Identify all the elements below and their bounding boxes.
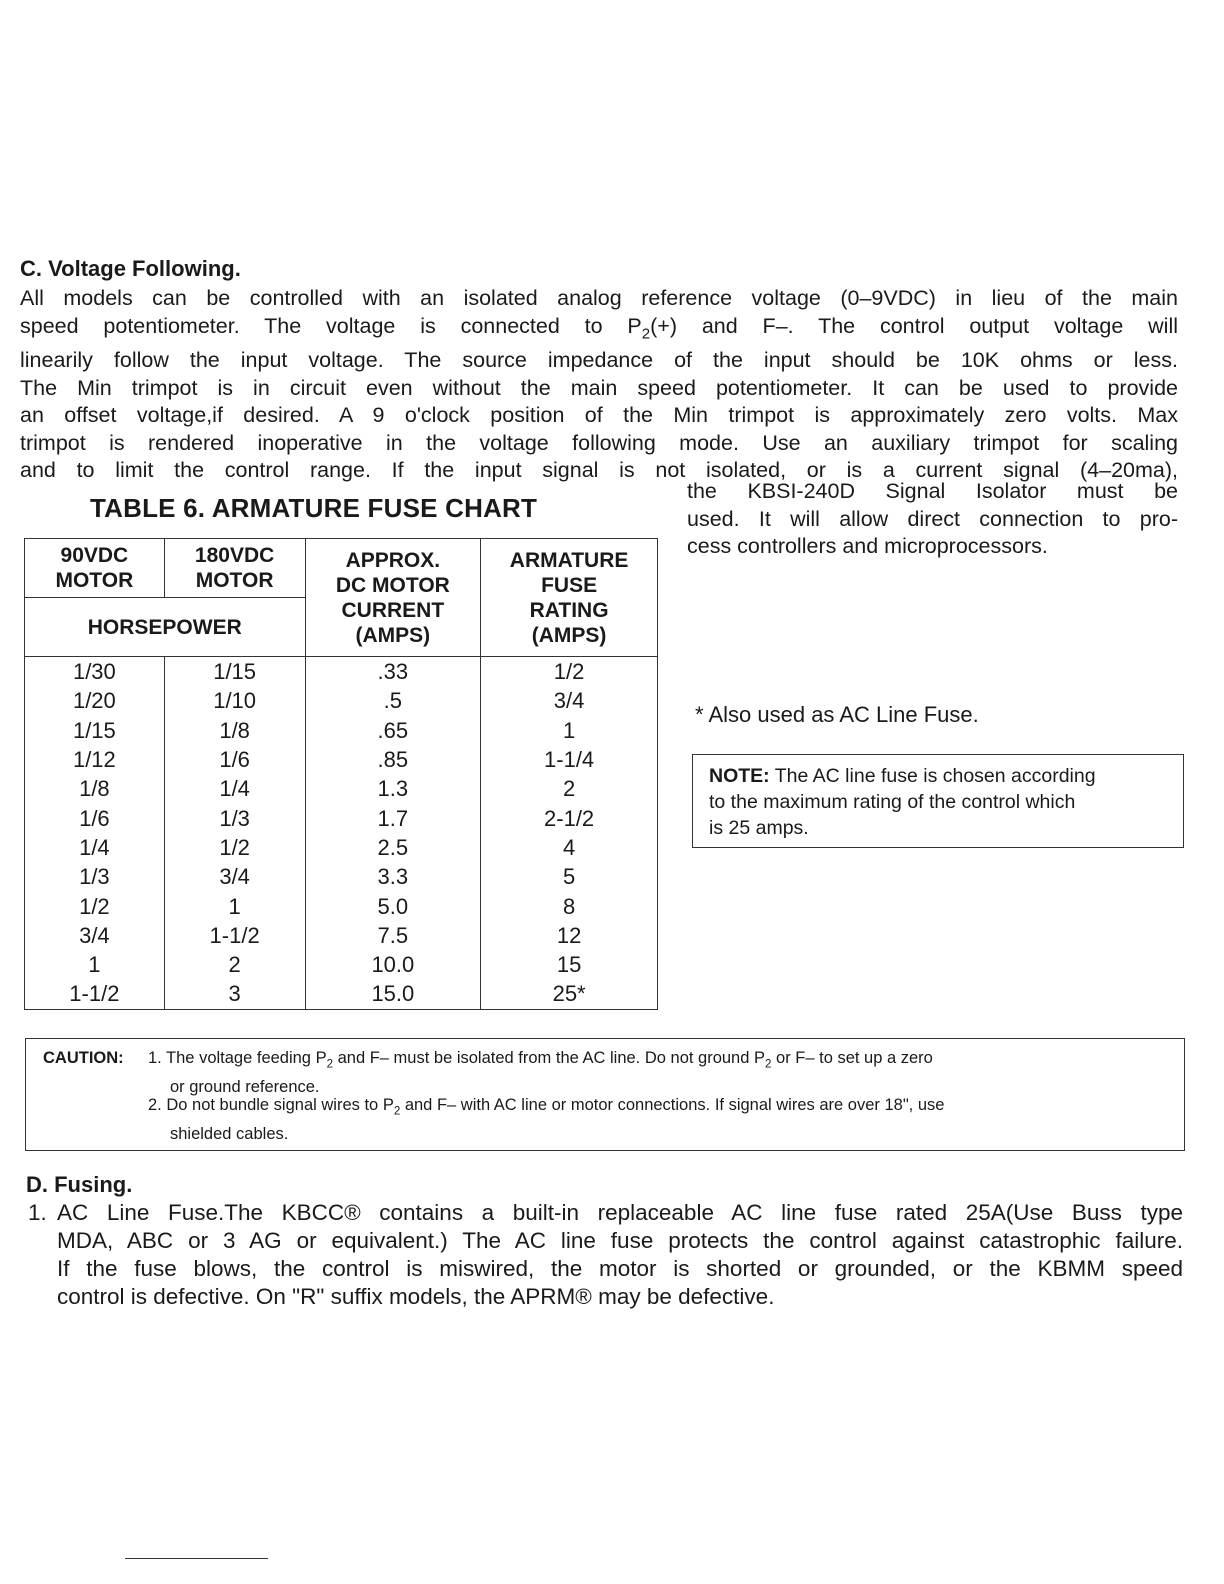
note-line [709, 763, 1167, 789]
table-cell: 5 [481, 862, 658, 891]
table-cell: 1-1/2 [164, 921, 305, 950]
table-cell: .5 [305, 686, 481, 715]
paragraph-line: an offset voltage,if desired. A 9 o'clock position of the Min trimpot is approximately zero volts. Max [20, 403, 1178, 428]
note-line: is 25 amps. [709, 817, 809, 839]
table-cell: 5.0 [305, 891, 481, 920]
table-cell: 2.5 [305, 833, 481, 862]
header-180vdc-motor: 180VDC MOTOR [164, 539, 305, 598]
list-number: 1. [28, 1200, 47, 1225]
section-c-paragraph [20, 285, 1178, 485]
table-cell: 3/4 [164, 862, 305, 891]
note-line: to the maximum rating of the control which [709, 791, 1076, 813]
note-text: The AC line fuse is chosen according [769, 765, 1096, 787]
paragraph-line: MDA, ABC or 3 AG or equivalent.) The AC line fuse protects the control against catastrophic failure. [57, 1228, 1183, 1253]
caution-line: or ground reference. [170, 1078, 320, 1097]
table-cell: 1/6 [164, 745, 305, 774]
caution-line: 2. Do not bundle signal wires to $P_2$ and F– with AC line or motor connections. If signal wires are over 18", use [148, 1096, 945, 1118]
table-row [25, 950, 658, 979]
paragraph-line: cess controllers and microprocessors. [687, 534, 1048, 558]
caution-line: 1. The voltage feeding $P_2$ and F– must be isolated from the AC line. Do not ground $P_2$ or F– to set up a zero [148, 1049, 933, 1071]
caution-box [25, 1038, 1185, 1151]
table-cell: 7.5 [305, 921, 481, 950]
table-cell: 2 [481, 774, 658, 803]
table-title: TABLE 6. ARMATURE FUSE CHART [90, 493, 538, 523]
note-box [692, 754, 1184, 848]
table-row [25, 657, 658, 687]
table-cell: 1/30 [25, 657, 165, 687]
table-cell: 1/3 [164, 803, 305, 832]
table-cell: 1/15 [25, 716, 165, 745]
header-approx-current: APPROX. DC MOTOR CURRENT (AMPS) [305, 539, 481, 657]
table-cell: 1/2 [164, 833, 305, 862]
table-cell: 1 [164, 891, 305, 920]
table-cell: 3 [164, 979, 305, 1009]
table-row [25, 803, 658, 832]
paragraph-line: the KBSI-240D Signal Isolator must be [687, 479, 1178, 503]
table-cell: 1/2 [25, 891, 165, 920]
paragraph-line: and to limit the control range. If the input signal is not isolated, or is a current signal (4–20ma), [20, 458, 1178, 483]
header-fuse-rating: ARMATURE FUSE RATING (AMPS) [481, 539, 658, 657]
table-cell: 15.0 [305, 979, 481, 1009]
table-row [25, 921, 658, 950]
table-cell: 1/4 [164, 774, 305, 803]
table-cell: 8 [481, 891, 658, 920]
table-body [25, 657, 658, 1010]
section-c-heading: C. Voltage Following. [20, 256, 241, 281]
table-cell: 1.3 [305, 774, 481, 803]
header-horsepower: HORSEPOWER [25, 598, 306, 657]
table-cell: 1/4 [25, 833, 165, 862]
table-row [25, 862, 658, 891]
paragraph-line: used. It will allow direct connection to pro- [687, 506, 1178, 531]
table-cell: 1/20 [25, 686, 165, 715]
section-d-heading: D. Fusing. [26, 1172, 133, 1197]
caution-item-1 [148, 1047, 1168, 1099]
table-cell: 3/4 [481, 686, 658, 715]
footnote-ac-line-fuse: * Also used as AC Line Fuse. [695, 702, 979, 727]
note-label: NOTE: [709, 765, 770, 787]
table-row [25, 745, 658, 774]
table-row [25, 686, 658, 715]
paragraph-line: speed potentiometer. The voltage is connected to $P_2(+)$ and F–. The control output voltage will [20, 313, 1178, 342]
caution-line: shielded cables. [170, 1125, 289, 1144]
paragraph-line: If the fuse blows, the control is miswired, the motor is shorted or grounded, or the KBMM speed [57, 1256, 1183, 1281]
table-row [25, 979, 658, 1009]
table-cell: 2 [164, 950, 305, 979]
paragraph-line: control is defective. On "R" suffix models, the APRM® may be defective. [57, 1284, 775, 1309]
table-cell: 1/12 [25, 745, 165, 774]
paragraph-line: trimpot is rendered inoperative in the voltage following mode. Use an auxiliary trimpot for scaling [20, 430, 1178, 455]
header-90vdc-motor: 90VDC MOTOR [25, 539, 165, 598]
armature-fuse-table [24, 538, 658, 1010]
table-cell: 1/8 [25, 774, 165, 803]
table-row [25, 774, 658, 803]
table-row [25, 716, 658, 745]
table-cell: 1 [25, 950, 165, 979]
table-row [25, 833, 658, 862]
section-d-paragraph [57, 1199, 1183, 1311]
table-cell: 1/6 [25, 803, 165, 832]
caution-item-2 [148, 1094, 1168, 1146]
table-row [25, 891, 658, 920]
paragraph-line: The Min trimpot is in circuit even without the main speed potentiometer. It can be used to provide [20, 375, 1178, 400]
table-cell: 1/10 [164, 686, 305, 715]
paragraph-line: All models can be controlled with an isolated analog reference voltage (0–9VDC) in lieu of the main [20, 286, 1178, 310]
table-cell: .85 [305, 745, 481, 774]
table-cell: 25* [481, 979, 658, 1009]
table-cell: 2-1/2 [481, 803, 658, 832]
paragraph-line: AC Line Fuse.The KBCC® contains a built-in replaceable AC line fuse rated 25A(Use Buss type [57, 1200, 1183, 1225]
table-cell: 1.7 [305, 803, 481, 832]
table-cell: 1/3 [25, 862, 165, 891]
table-cell: .65 [305, 716, 481, 745]
table-cell: 1/8 [164, 716, 305, 745]
table-cell: 1/2 [481, 657, 658, 687]
section-c-continuation [687, 478, 1178, 561]
table-cell: 3/4 [25, 921, 165, 950]
table-cell: 3.3 [305, 862, 481, 891]
table-cell: 15 [481, 950, 658, 979]
table-cell: 1/15 [164, 657, 305, 687]
paragraph-line: linearily follow the input voltage. The source impedance of the input should be 10K ohms or less. [20, 348, 1178, 373]
table-cell: 1-1/4 [481, 745, 658, 774]
table-cell: 12 [481, 921, 658, 950]
table-cell: 4 [481, 833, 658, 862]
footnote-rule [125, 1558, 268, 1559]
table-cell: 1 [481, 716, 658, 745]
caution-label: CAUTION: [43, 1049, 124, 1067]
table-cell: 10.0 [305, 950, 481, 979]
table-cell: .33 [305, 657, 481, 687]
table-cell: 1-1/2 [25, 979, 165, 1009]
